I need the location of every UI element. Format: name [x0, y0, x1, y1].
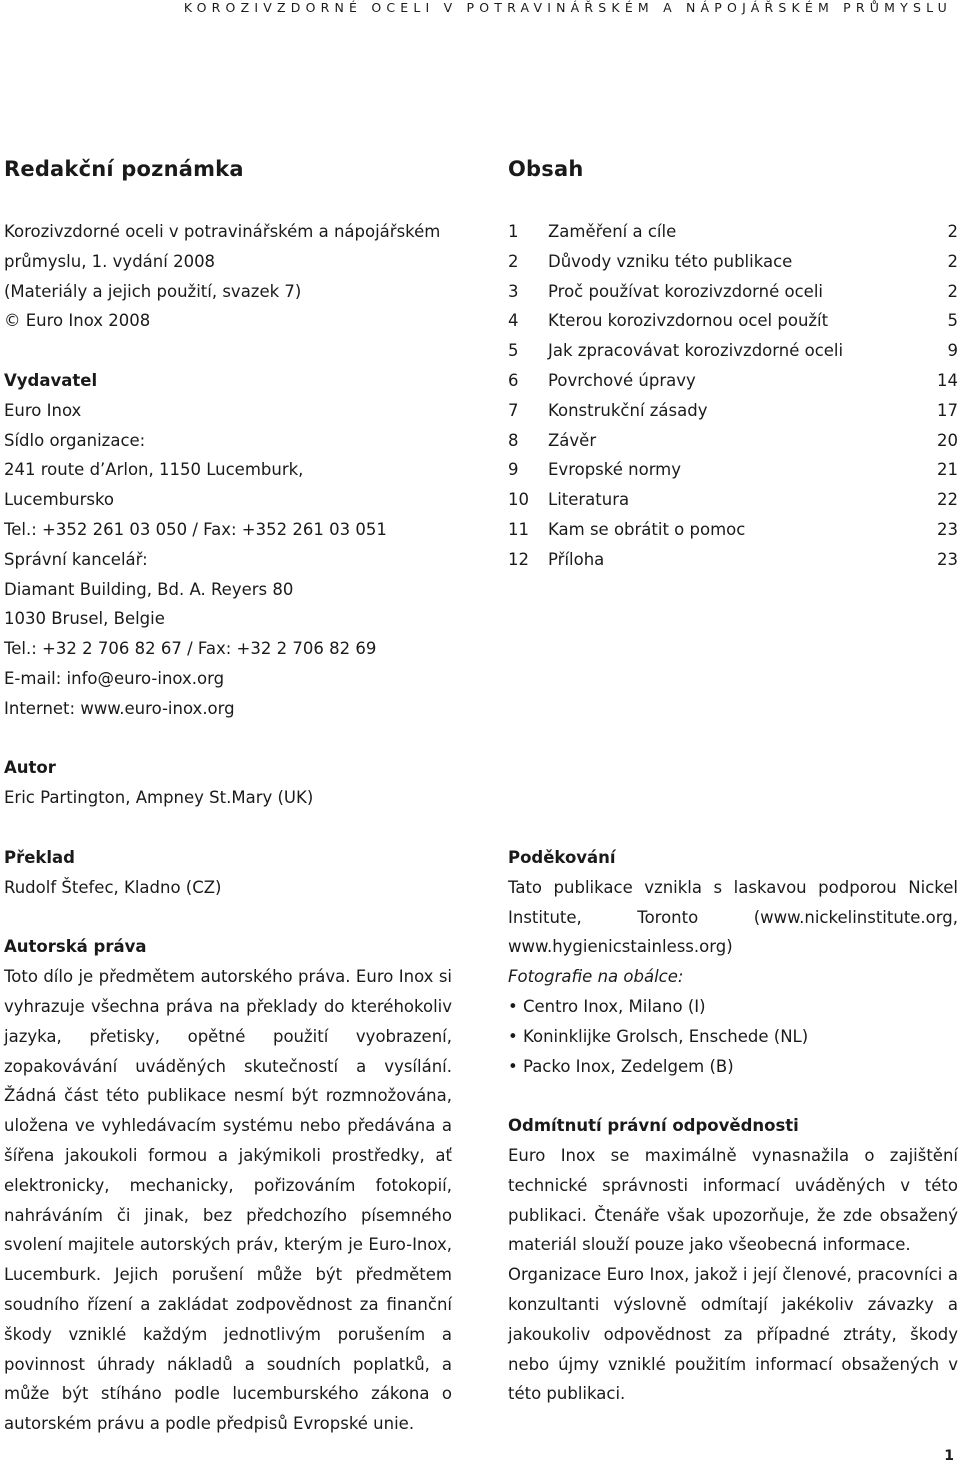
- toc-number: 8: [508, 430, 519, 450]
- photos-label: Fotografie na obálce:: [508, 967, 684, 987]
- author-text: Eric Partington, Ampney St.Mary (UK): [4, 787, 314, 807]
- toc-page: 23: [937, 519, 958, 539]
- toc-item[interactable]: [508, 366, 958, 396]
- publisher-line: Diamant Building, Bd. A. Reyers 80: [4, 579, 294, 599]
- toc-number: 12: [508, 549, 529, 569]
- toc-number: 9: [508, 460, 519, 480]
- toc-title: Příloha: [548, 549, 605, 569]
- disclaimer-paragraph-1: Euro Inox se maximálně vynasnažila o zajištění technické správnosti informací uváděných v této publikaci. Čtenáře však upozorňuje, že zde obsažený materiál slouží pouze jako všeobecná informace.: [508, 1145, 958, 1255]
- toc-title: Závěr: [548, 430, 597, 450]
- photo-credit: • Centro Inox, Milano (I): [508, 992, 958, 1022]
- author-block: [4, 753, 474, 813]
- toc-page: 21: [937, 460, 958, 480]
- editorial-block: [4, 217, 474, 724]
- page-number: 1: [944, 1448, 954, 1464]
- photos-list: [508, 992, 958, 1081]
- publisher-line: Euro Inox: [4, 400, 82, 420]
- internet-line: Internet: www.euro-inox.org: [4, 698, 235, 718]
- translation-heading: Překlad: [4, 848, 75, 867]
- toc-title: Kterou korozivzdornou ocel použít: [548, 311, 829, 331]
- disclaimer-heading: Odmítnutí právní odpovědnosti: [508, 1116, 799, 1136]
- publisher-line: Tel.: +352 261 03 050 / Fax: +352 261 03 051: [4, 519, 387, 539]
- acknowledgements-text: Tato publikace vznikla s laskavou podporou Nickel Institute, Toronto (www.nickelinstitute.org, www.hygienicstainless.org): [508, 877, 958, 957]
- photo-credit: • Koninklijke Grolsch, Enschede (NL): [508, 1022, 958, 1052]
- toc-number: 7: [508, 400, 519, 420]
- toc-item[interactable]: [508, 426, 958, 456]
- toc-page: 2: [947, 222, 958, 241]
- toc-list: [508, 217, 958, 575]
- photo-credit: • Packo Inox, Zedelgem (B): [508, 1052, 958, 1082]
- toc-page: 5: [947, 311, 958, 331]
- toc-item[interactable]: [508, 515, 958, 545]
- toc-page: 20: [937, 430, 958, 450]
- toc-page: 2: [947, 251, 958, 271]
- toc-title: Důvody vzniku této publikace: [548, 251, 793, 271]
- toc-item[interactable]: [508, 545, 958, 575]
- copyright-heading: Autorská práva: [4, 937, 147, 957]
- toc-item[interactable]: [508, 336, 958, 366]
- toc-item[interactable]: [508, 485, 958, 515]
- publisher-heading: Vydavatel: [4, 370, 98, 390]
- toc-number: 1: [508, 222, 519, 241]
- toc-title: Literatura: [548, 490, 630, 510]
- email-line: E-mail: info@euro-inox.org: [4, 668, 225, 688]
- toc-title: Povrchové úpravy: [548, 370, 696, 390]
- toc-item[interactable]: [508, 396, 958, 426]
- toc-title: Kam se obrátit o pomoc: [548, 519, 746, 539]
- editorial-line: © Euro Inox 2008: [4, 311, 151, 331]
- toc-number: 11: [508, 519, 529, 539]
- publisher-line: Tel.: +32 2 706 82 67 / Fax: +32 2 706 82 69: [4, 639, 377, 659]
- publisher-line: 1030 Brusel, Belgie: [4, 609, 165, 629]
- toc-title: Evropské normy: [548, 460, 682, 480]
- toc-page: 2: [947, 281, 958, 301]
- publisher-line: Lucembursko: [4, 490, 115, 510]
- toc-page: 14: [937, 370, 958, 390]
- toc-page: 17: [937, 400, 958, 420]
- toc-number: 6: [508, 370, 519, 390]
- toc-page: 22: [937, 490, 958, 510]
- toc-title: Zaměření a cíle: [548, 222, 677, 241]
- author-heading: Autor: [4, 758, 56, 777]
- toc-title: Proč používat korozivzdorné oceli: [548, 281, 824, 301]
- copyright-text: Toto dílo je předmětem autorského práva. Euro Inox si vyhrazuje všechna práva na překlady do kteréhokoliv jazyka, přetisky, opětné použití vyobrazení, zopakovávání uváděných skutečností a vysílání. Žádná část této publikace nesmí být rozmnožována, uložena ve vyhledávacím systému nebo předávána a šířena jakoukoli formou a jakýmikoli prostředky, ať elektronicky, mechanicky, pořizováním fotokopií, nahráváním či jinak, bez předchozího písemného svolení majitele autorských práv, kterým je Euro-Inox, Lucemburk. Jejich porušení může být předmětem soudního řízení a zakládat zodpovědnost za finanční škody vzniklé každým jednotlivým porušením a povinnost úhrady nákladů a soudních poplatků, a může být stíháno podle lucemburského zákona o autorském právu a podle předpisů Evropské unie.: [4, 967, 452, 1434]
- publisher-line: Sídlo organizace:: [4, 430, 146, 450]
- editorial-heading: Redakční poznámka: [4, 157, 244, 181]
- toc-number: 10: [508, 490, 529, 510]
- toc-number: 2: [508, 251, 519, 271]
- acknowledgements-block: [508, 843, 958, 1409]
- editorial-line: Korozivzdorné oceli v potravinářském a nápojářském: [4, 222, 441, 241]
- toc-item[interactable]: [508, 247, 958, 277]
- toc-heading: Obsah: [508, 157, 584, 181]
- toc-title: Konstrukční zásady: [548, 400, 708, 420]
- toc-item[interactable]: [508, 217, 958, 247]
- editorial-line: průmyslu, 1. vydání 2008: [4, 251, 216, 271]
- editorial-line: (Materiály a jejich použití, svazek 7): [4, 281, 302, 301]
- acknowledgements-heading: Poděkování: [508, 848, 616, 867]
- translation-block: [4, 843, 452, 1439]
- toc-item[interactable]: [508, 455, 958, 485]
- toc-item[interactable]: [508, 277, 958, 307]
- publisher-line: Správní kancelář:: [4, 549, 148, 569]
- toc-number: 5: [508, 341, 519, 361]
- toc-page: 9: [947, 341, 958, 361]
- translation-text: Rudolf Štefec, Kladno (CZ): [4, 877, 222, 897]
- running-header: KOROZIVZDORNÉ OCELI V POTRAVINÁŘSKÉM A NÁPOJÁŘSKÉM PRŮMYSLU: [183, 0, 952, 15]
- toc-number: 3: [508, 281, 519, 301]
- publisher-line: 241 route d’Arlon, 1150 Lucemburk,: [4, 460, 304, 480]
- disclaimer-paragraph-2: Organizace Euro Inox, jakož i její členové, pracovníci a konzultanti výslovně odmítají jakékoliv závazky a jakoukoliv odpovědnost za případné ztráty, škody nebo újmy vzniklé použitím informací obsažených v této publikaci.: [508, 1265, 958, 1404]
- toc-title: Jak zpracovávat korozivzdorné oceli: [548, 341, 844, 361]
- toc-number: 4: [508, 311, 519, 331]
- toc-item[interactable]: [508, 306, 958, 336]
- toc-page: 23: [937, 549, 958, 569]
